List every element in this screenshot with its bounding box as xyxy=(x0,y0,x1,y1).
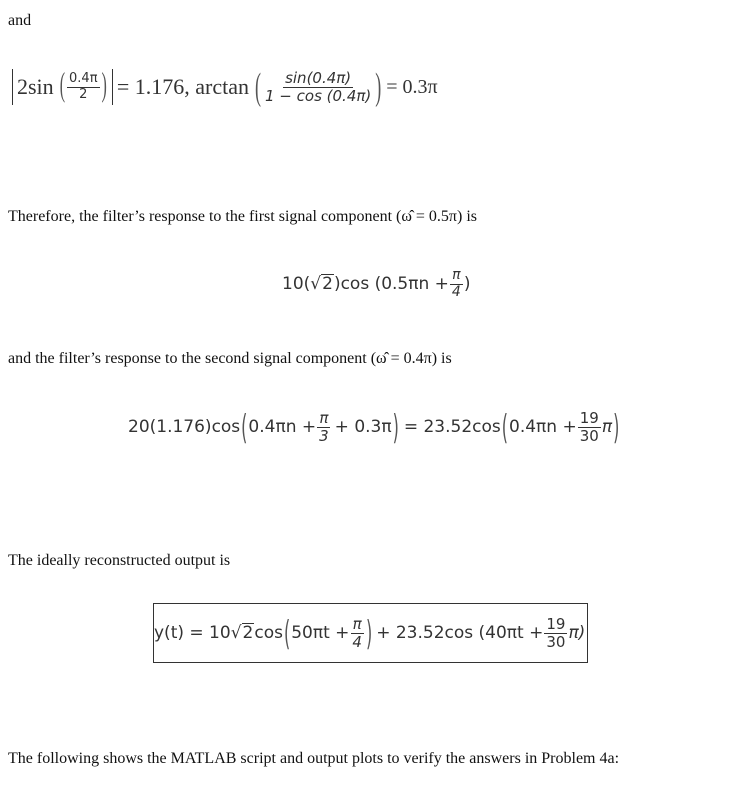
eq4-inner1: 50πt + xyxy=(291,623,350,643)
eq4-fraction1 xyxy=(350,616,364,650)
eq2-frac-den: 4 xyxy=(451,283,461,300)
equation-magnitude-phase xyxy=(8,62,438,112)
eq3-frac-num: π xyxy=(319,409,329,427)
atan-paren-close: ) xyxy=(375,64,382,107)
eq4-frac1-den: 4 xyxy=(352,632,362,651)
magnitude-value: = 1.176, arctan xyxy=(116,74,249,99)
atan-frac-num: sin(0.4π) xyxy=(285,69,352,87)
sin-frac-num: 0.4π xyxy=(69,71,98,87)
eq3-paren2-open: ( xyxy=(501,407,509,447)
eq4-tail: π) xyxy=(568,623,586,643)
eq2-mid: )cos (0.5πn + xyxy=(333,274,449,294)
text-following: The following shows the MATLAB script and output plots to verify the answers in Problem 4a: xyxy=(8,750,620,767)
eq3-tail: π xyxy=(601,417,613,437)
eq3-lead: 20(1.176)cos xyxy=(128,417,241,437)
eq2-lead: 10( xyxy=(282,274,311,294)
sin-prefix: 2sin xyxy=(17,74,54,99)
eq4-paren-open: ( xyxy=(283,613,291,653)
sqrt-radicand: 2 xyxy=(322,274,333,295)
atan-argument-fraction xyxy=(263,70,373,104)
eq4-sqrt-symbol: √ xyxy=(230,623,242,643)
eq3-inner2: 0.4πn + xyxy=(509,417,577,437)
eq4-sqrt-radicand: 2 xyxy=(242,623,254,644)
eq4-cos1: cos xyxy=(254,623,283,643)
equation-second-response xyxy=(128,402,620,452)
eq4-lead: y(t) = 10 xyxy=(154,623,231,643)
paren-close: ) xyxy=(101,68,107,104)
eq3-paren-open: ( xyxy=(241,407,248,447)
eq3-frac-den: 3 xyxy=(319,426,329,445)
paren-open: ( xyxy=(59,68,66,104)
sin-argument-fraction xyxy=(67,72,100,102)
eq3-equals: = 23.52cos xyxy=(403,417,501,437)
text-and: and xyxy=(8,12,32,29)
abs-bar-left xyxy=(12,69,13,105)
eq3-frac2-den: 30 xyxy=(579,426,599,445)
eq4-frac2-num: 19 xyxy=(546,615,566,633)
text-first-component: Therefore, the filter’s response to the first signal component (ω̂ = 0.5π) is xyxy=(8,208,477,225)
eq4-frac1-num: π xyxy=(352,615,362,633)
text-reconstructed: The ideally reconstructed output is xyxy=(8,552,231,569)
text-second-component: and the filter’s response to the second signal component (ω̂ = 0.4π) is xyxy=(8,350,452,367)
sqrt-symbol: √ xyxy=(310,274,322,294)
equation-first-response xyxy=(282,262,470,306)
phase-value: = 0.3π xyxy=(386,75,438,98)
abs-bar-right xyxy=(112,69,113,105)
eq3-frac2-num: 19 xyxy=(579,409,599,427)
eq3-inner: 0.4πn + xyxy=(248,417,317,437)
atan-paren-open: ( xyxy=(255,64,261,107)
eq4-sqrt-2 xyxy=(231,623,255,643)
eq3-fraction2 xyxy=(578,410,601,444)
atan-frac-den: 1 − cos (0.4π) xyxy=(265,86,372,105)
eq2-fraction xyxy=(450,268,463,300)
eq4-frac2-den: 30 xyxy=(546,632,566,651)
eq4-mid: + 23.52cos (40πt + xyxy=(376,623,544,643)
eq3-paren-close: ) xyxy=(392,407,399,447)
eq2-close: ) xyxy=(463,274,471,294)
sqrt-2 xyxy=(310,274,334,294)
sin-frac-den: 2 xyxy=(79,86,88,102)
eq4-fraction2 xyxy=(544,616,567,650)
eq2-frac-num: π xyxy=(452,267,461,284)
eq3-paren2-close: ) xyxy=(613,407,620,447)
equation-reconstructed-output xyxy=(153,603,588,663)
eq4-paren-close: ) xyxy=(365,613,373,653)
eq3-mid: + 0.3π xyxy=(334,417,392,437)
eq3-fraction xyxy=(317,410,331,444)
